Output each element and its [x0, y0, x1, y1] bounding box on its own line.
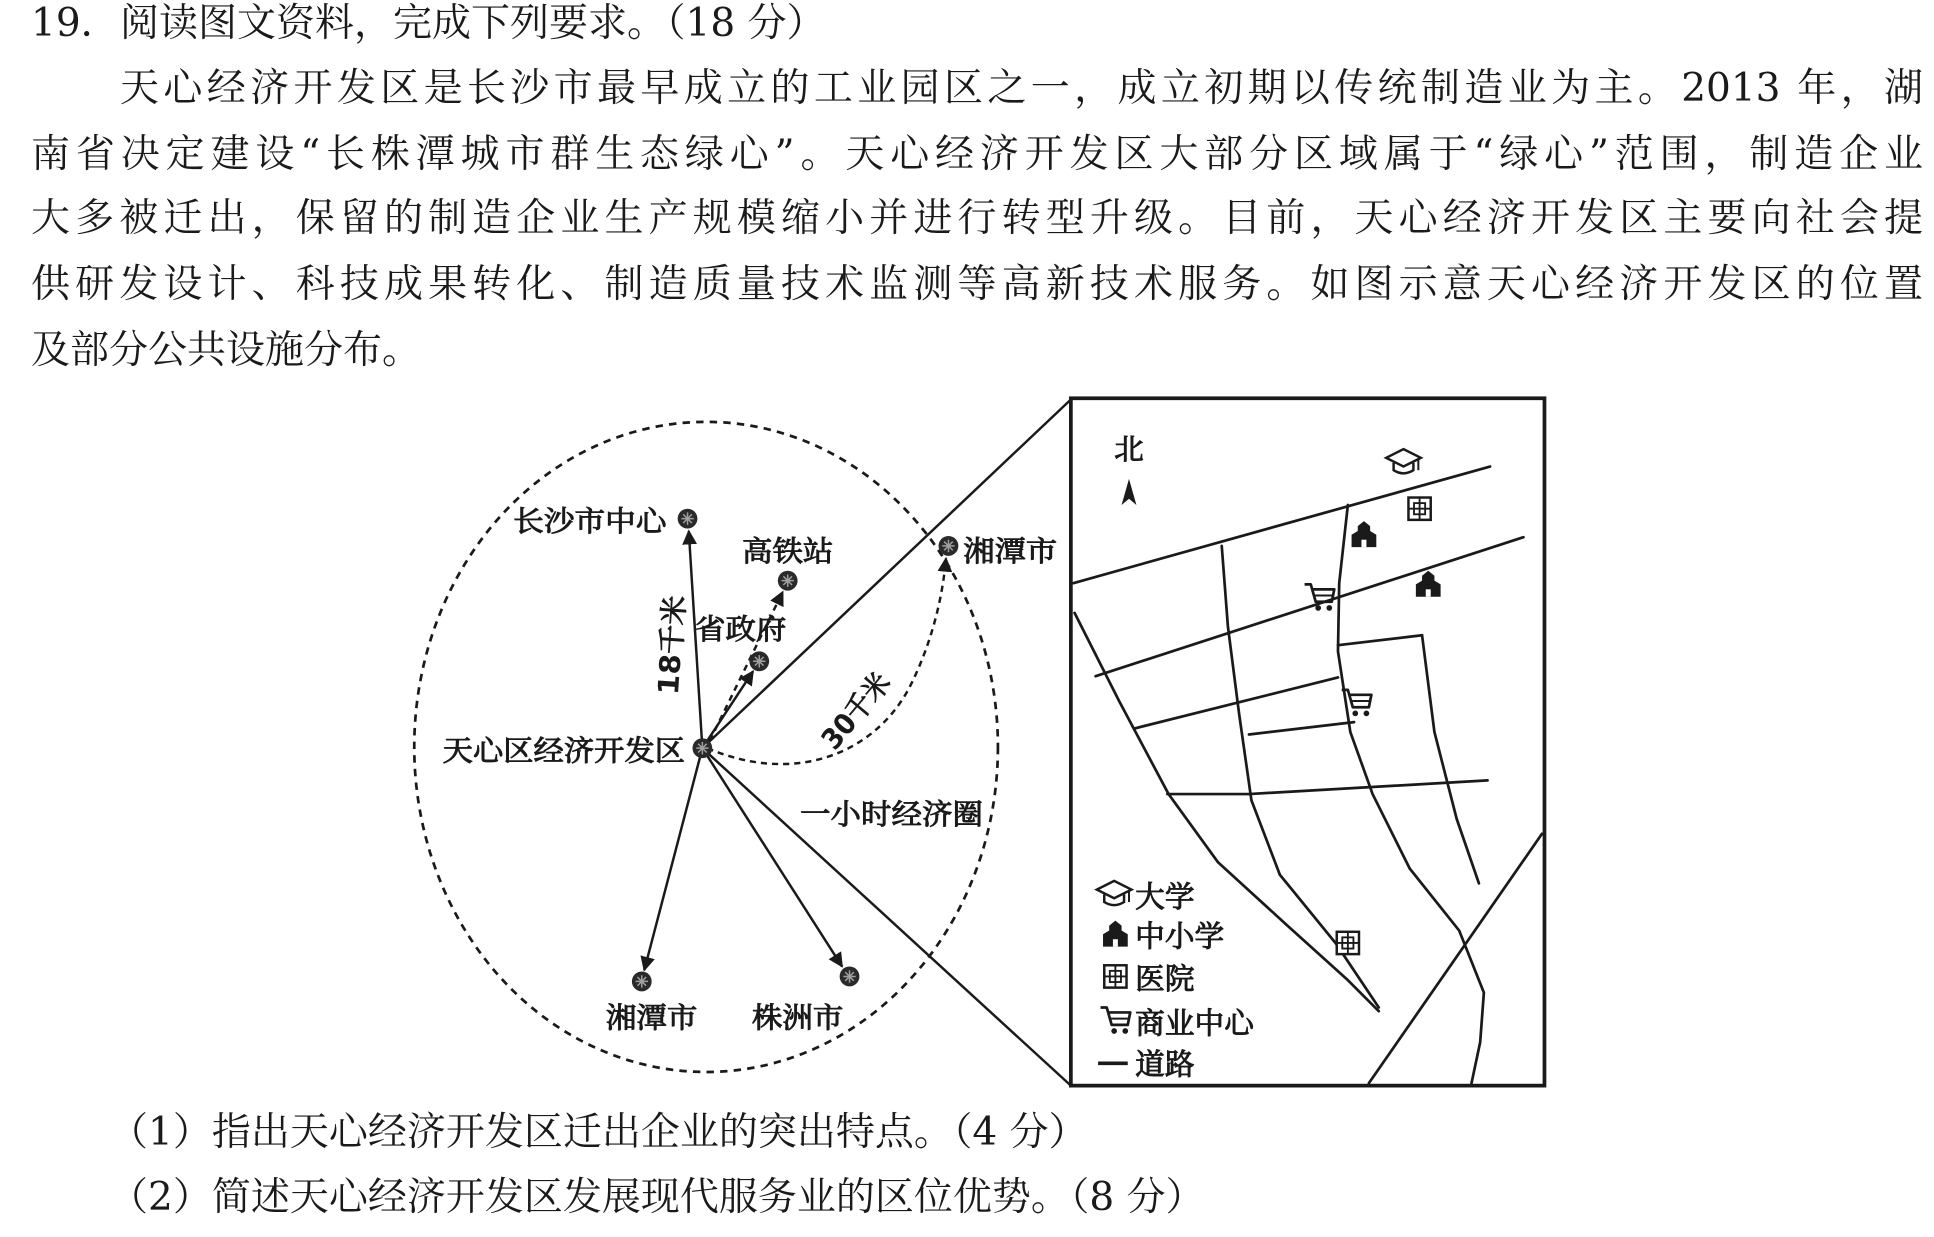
circle-label: 一小时经济圈 [800, 797, 984, 831]
place-label-xiangtan-lower: 湘潭市 [605, 1001, 698, 1035]
city-marker-icon [939, 536, 959, 556]
legend-label: 道路 [1135, 1047, 1195, 1083]
city-marker-icon [632, 971, 652, 991]
hospital-icon [1104, 965, 1126, 987]
place-label-changsha-center: 长沙市中心 [513, 504, 669, 539]
route-arrow-xiangtan-lower [644, 748, 702, 970]
city-marker-icon [678, 509, 698, 529]
city-marker-icon [778, 571, 798, 591]
city-marker-icon [749, 651, 769, 671]
hospital-icon [1408, 498, 1430, 520]
question-number: 19． [31, 1, 120, 46]
material-line: 供研发设计、科技成果转化、制造质量技术监测等高新技术服务。如图示意天心经济开发区的位置 [31, 262, 1923, 307]
material-line: 南省决定建设“长株潭城市群生态绿心”。天心经济开发区大部分区域属于“绿心”范围，制造企业 [31, 132, 1923, 177]
sub-question-1: （1）指出天心经济开发区迁出企业的突出特点。（4 分） [109, 1110, 1088, 1155]
material-line: 及部分公共设施分布。 [31, 328, 422, 373]
city-marker-icon [840, 967, 860, 987]
center-label: 天心区经济开发区 [442, 734, 686, 768]
material-line: 天心经济开发区是长沙市最早成立的工业园区之一，成立初期以传统制造业为主。2013 年，湖 [120, 66, 1923, 111]
distance-label-30km: 30千米 [814, 660, 902, 757]
distance-label-18km: 18千米 [651, 597, 692, 696]
north-label: 北 [1114, 433, 1144, 467]
legend-label: 商业中心 [1135, 1006, 1256, 1042]
detail-map [1071, 398, 1545, 1085]
route-arrow-provincial-government [702, 671, 753, 748]
hospital-icon [1337, 932, 1359, 954]
place-label-xiangtan-upper: 湘潭市 [963, 534, 1058, 568]
question-prompt: 阅读图文资料，完成下列要求。（18 分） [120, 1, 826, 46]
center-marker-icon [692, 738, 712, 758]
legend-label: 中小学 [1135, 919, 1225, 955]
place-label-provincial-government: 省政府 [694, 612, 787, 646]
location-map [414, 400, 1071, 1086]
sub-question-2: （2）简述天心经济开发区发展现代服务业的区位优势。（8 分） [109, 1175, 1205, 1220]
legend-label: 医院 [1135, 961, 1195, 997]
material-line: 大多被迁出，保留的制造企业生产规模缩小并进行转型升级。目前，天心经济开发区主要向社会提 [31, 196, 1923, 241]
place-label-high-speed-station: 高铁站 [741, 534, 834, 568]
place-label-zhuzhou: 株洲市 [751, 1001, 844, 1035]
legend-label: 大学 [1135, 879, 1195, 915]
